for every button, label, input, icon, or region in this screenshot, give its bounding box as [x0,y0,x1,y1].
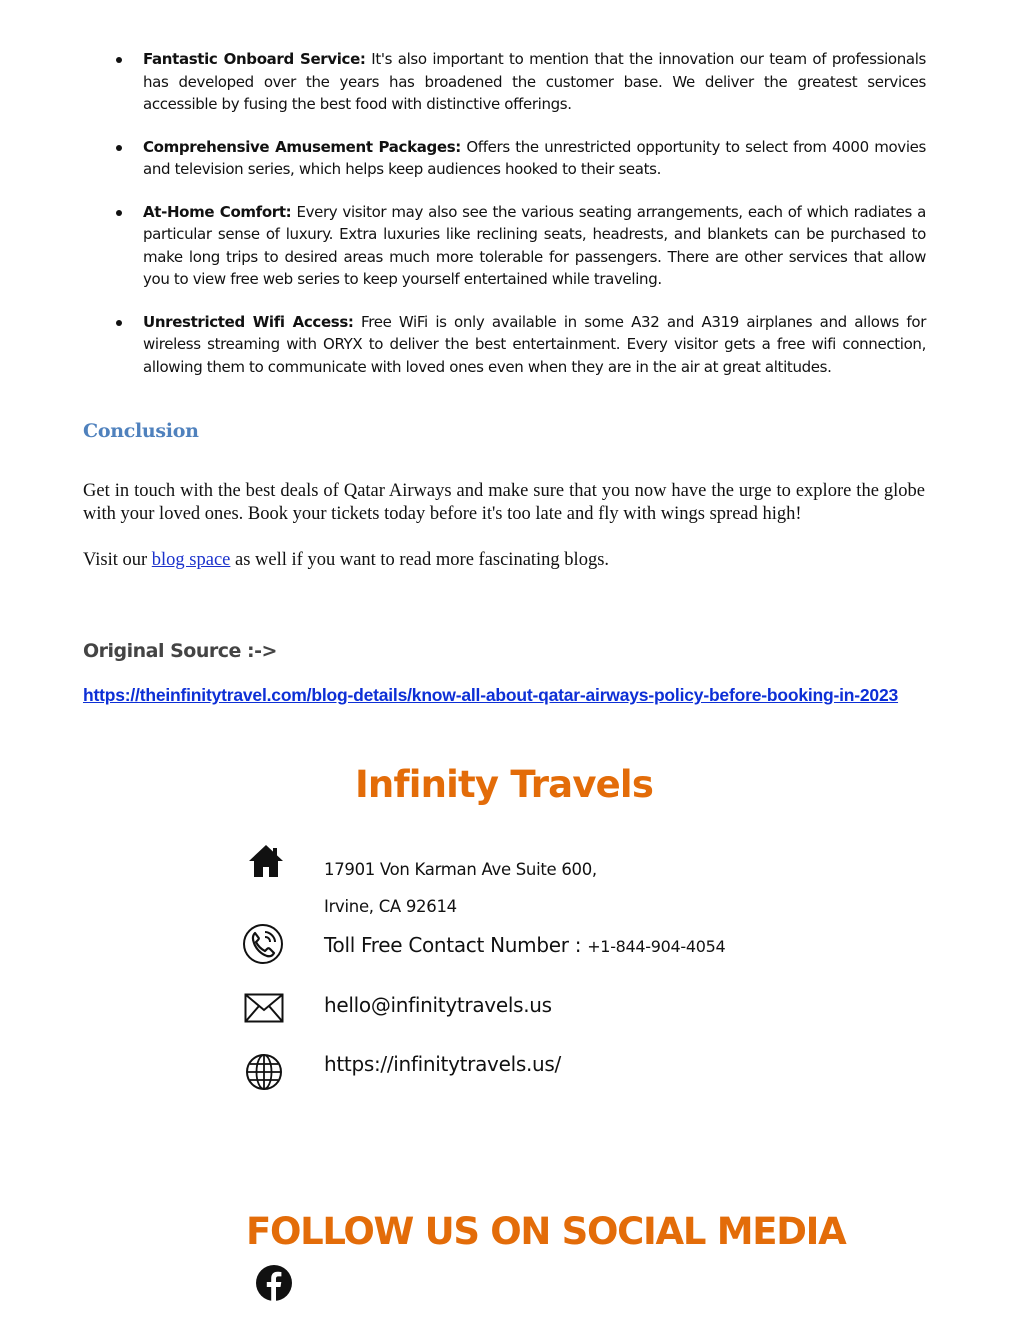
brand-name: Infinity Travels [354,763,654,806]
bullet-dot-icon [116,57,122,63]
list-item [112,136,926,181]
phone-line [324,933,725,957]
original-source-link[interactable]: https://theinfinitytravel.com/blog-details/know-all-about-qatar-airways-policy-before-booking-in-2023 [83,685,899,705]
list-item-title: At-Home Comfort: [143,202,292,221]
bullet-dot-icon [116,320,122,326]
list-item [112,311,926,379]
mail-icon [244,993,284,1023]
list-item-body: Offers the unrestricted opportunity to select from 4000 movies and television series, which helps keep audiences hooked to their seats. [143,137,926,178]
list-item-title: Comprehensive Amusement Packages: [143,137,461,156]
list-item [112,48,926,116]
original-source-label: Original Source :-> [83,640,277,662]
list-item-body: Every visitor may also see the various seating arrangements, each of which radiates a particular sense of luxury. Extra luxuries like reclining seats, headrests, and blankets can be purchased to make long trips to desired areas much more tolerable for passengers. There are other services that allow you to view free web series to keep yourself entertained while traveling. [143,202,926,288]
globe-icon [245,1053,283,1091]
address-line-1: 17901 Von Karman Ave Suite 600, [324,860,597,879]
phone-icon [242,923,284,965]
list-item-text [143,201,926,291]
list-item-title: Fantastic Onboard Service: [143,50,366,68]
facebook-icon[interactable] [255,1264,293,1302]
feature-list [112,48,926,398]
conclusion-heading: Conclusion [83,420,199,442]
bullet-dot-icon [116,145,122,151]
bullet-dot-icon [116,210,122,216]
home-icon [247,843,285,879]
list-item-text [143,48,926,116]
list-item-text [143,136,926,181]
address-line-2: Irvine, CA 92614 [324,897,457,916]
phone-label: Toll Free Contact Number : [324,933,588,957]
list-item-body: Free WiFi is only available in some A32 and A319 airplanes and allows for wireless streaming with ORYX to deliver the best entertainment. Every visitor gets a free wifi connection, allowing them to communicate with loved ones even when they are in the air at great altitudes. [143,312,927,376]
list-item-title: Unrestricted Wifi Access: [143,312,354,331]
social-heading: FOLLOW US ON SOCIAL MEDIA [246,1210,846,1253]
conclusion-paragraph: Get in touch with the best deals of Qatar Airways and make sure that you now have the urge to explore the globe with your loved ones. Book your tickets today before it's too late and fly with wings spread high! [83,481,925,524]
phone-number: +1-844-904-4054 [587,937,726,956]
list-item [112,201,926,291]
list-item-text [143,311,926,379]
visit-text-before: Visit our [83,550,152,570]
visit-blog-paragraph [83,549,925,572]
blog-space-link[interactable]: blog space [151,550,231,570]
visit-text-after: as well if you want to read more fascinating blogs. [230,550,610,570]
website-url: https://infinitytravels.us/ [324,1052,561,1076]
email-address: hello@infinitytravels.us [324,993,552,1017]
list-item-body: It's also important to mention that the innovation our team of professionals has developed over the years has broadened the customer base. We deliver the greatest services accessible by fusing the best food with distinctive offerings. [143,50,926,113]
